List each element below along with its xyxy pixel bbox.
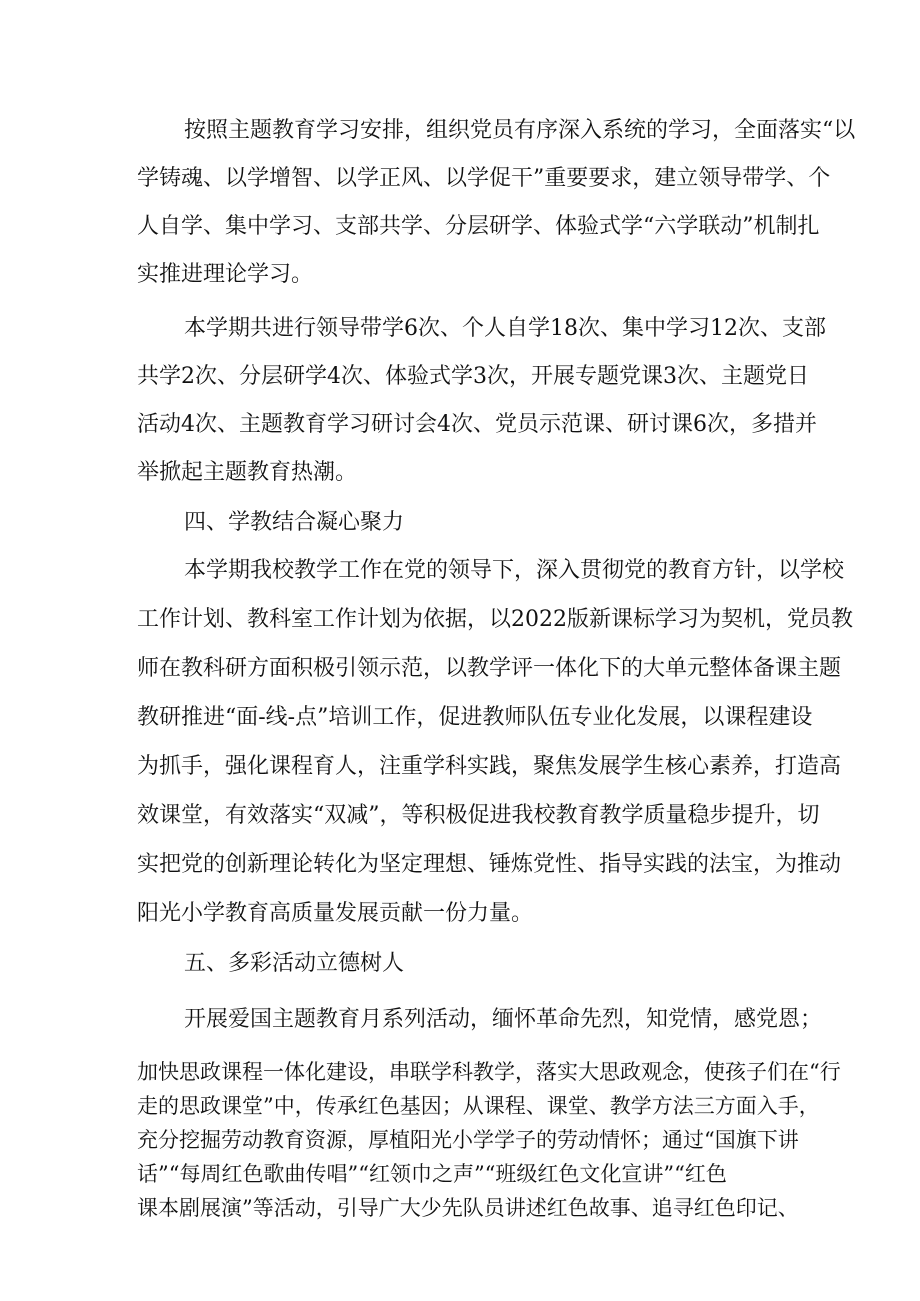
paragraph-line: 充分挖掘劳动教育资源，厚植阳光小学学子的劳动情怀；通过“国旗下讲 [137,1128,799,1152]
paragraph-line: 本学期我校教学工作在党的领导下，深入贯彻党的教育方针，以学校 [184,558,845,583]
paragraph-line: 实推进理论学习。 [137,262,314,287]
paragraph-line: 学铸魂、以学增智、以学正风、以学促干”重要要求，建立领导带学、个 [137,166,831,191]
paragraph-line: 本学期共进行领导带学6次、个人自学18次、集中学习12次、支部 [184,316,826,341]
paragraph-line: 教研推进“面-线-点”培训工作，促进教师队伍专业化发展，以课程建设 [137,705,813,730]
paragraph-line: 走的思政课堂”中，传承红色基因；从课程、课堂、教学方法三方面入手， [137,1094,820,1118]
paragraph-line: 共学2次、分层研学4次、体验式学3次，开展专题党课3次、主题党日 [137,364,809,389]
paragraph-line: 为抓手，强化课程育人，注重学科实践，聚焦发展学生核心素养，打造高 [137,754,842,779]
section-heading: 五、多彩活动立德树人 [184,951,405,976]
paragraph-line: 效课堂，有效落实“双减”，等积极促进我校教育教学质量稳步提升，切 [137,803,820,828]
paragraph-line: 活动4次、主题教育学习研讨会4次、党员示范课、研讨课6次，多措并 [137,412,817,437]
section-heading: 四、学教结合凝心聚力 [184,510,405,535]
paragraph-line: 阳光小学教育高质量发展贡献一份力量。 [137,901,534,926]
paragraph-line: 加快思政课程一体化建设，串联学科教学，落实大思政观念，使孩子们在“行 [137,1060,841,1084]
paragraph-line: 实把党的创新理论转化为坚定理想、锤炼党性、指导实践的法宝，为推动 [137,852,842,877]
paragraph-line: 人自学、集中学习、支部共学、分层研学、体验式学“六学联动”机制扎 [137,214,820,239]
paragraph-line: 课本剧展演”等活动，引导广大少先队员讲述红色故事、追寻红色印记、 [137,1196,799,1220]
paragraph-line: 按照主题教育学习安排，组织党员有序深入系统的学习，全面落实“以 [184,118,856,143]
paragraph-line: 工作计划、教科室工作计划为依据，以2022版新课标学习为契机，党员教 [137,607,853,632]
paragraph-line: 举掀起主题教育热潮。 [137,460,358,485]
paragraph-line: 话”“每周红色歌曲传唱”“红领巾之声”“班级红色文化宣讲”“红色 [137,1162,727,1186]
paragraph-line: 师在教科研方面积极引领示范，以教学评一体化下的大单元整体备课主题 [137,656,842,681]
paragraph-line: 开展爱国主题教育月系列活动，缅怀革命先烈，知党情，感党恩； [184,1007,823,1032]
